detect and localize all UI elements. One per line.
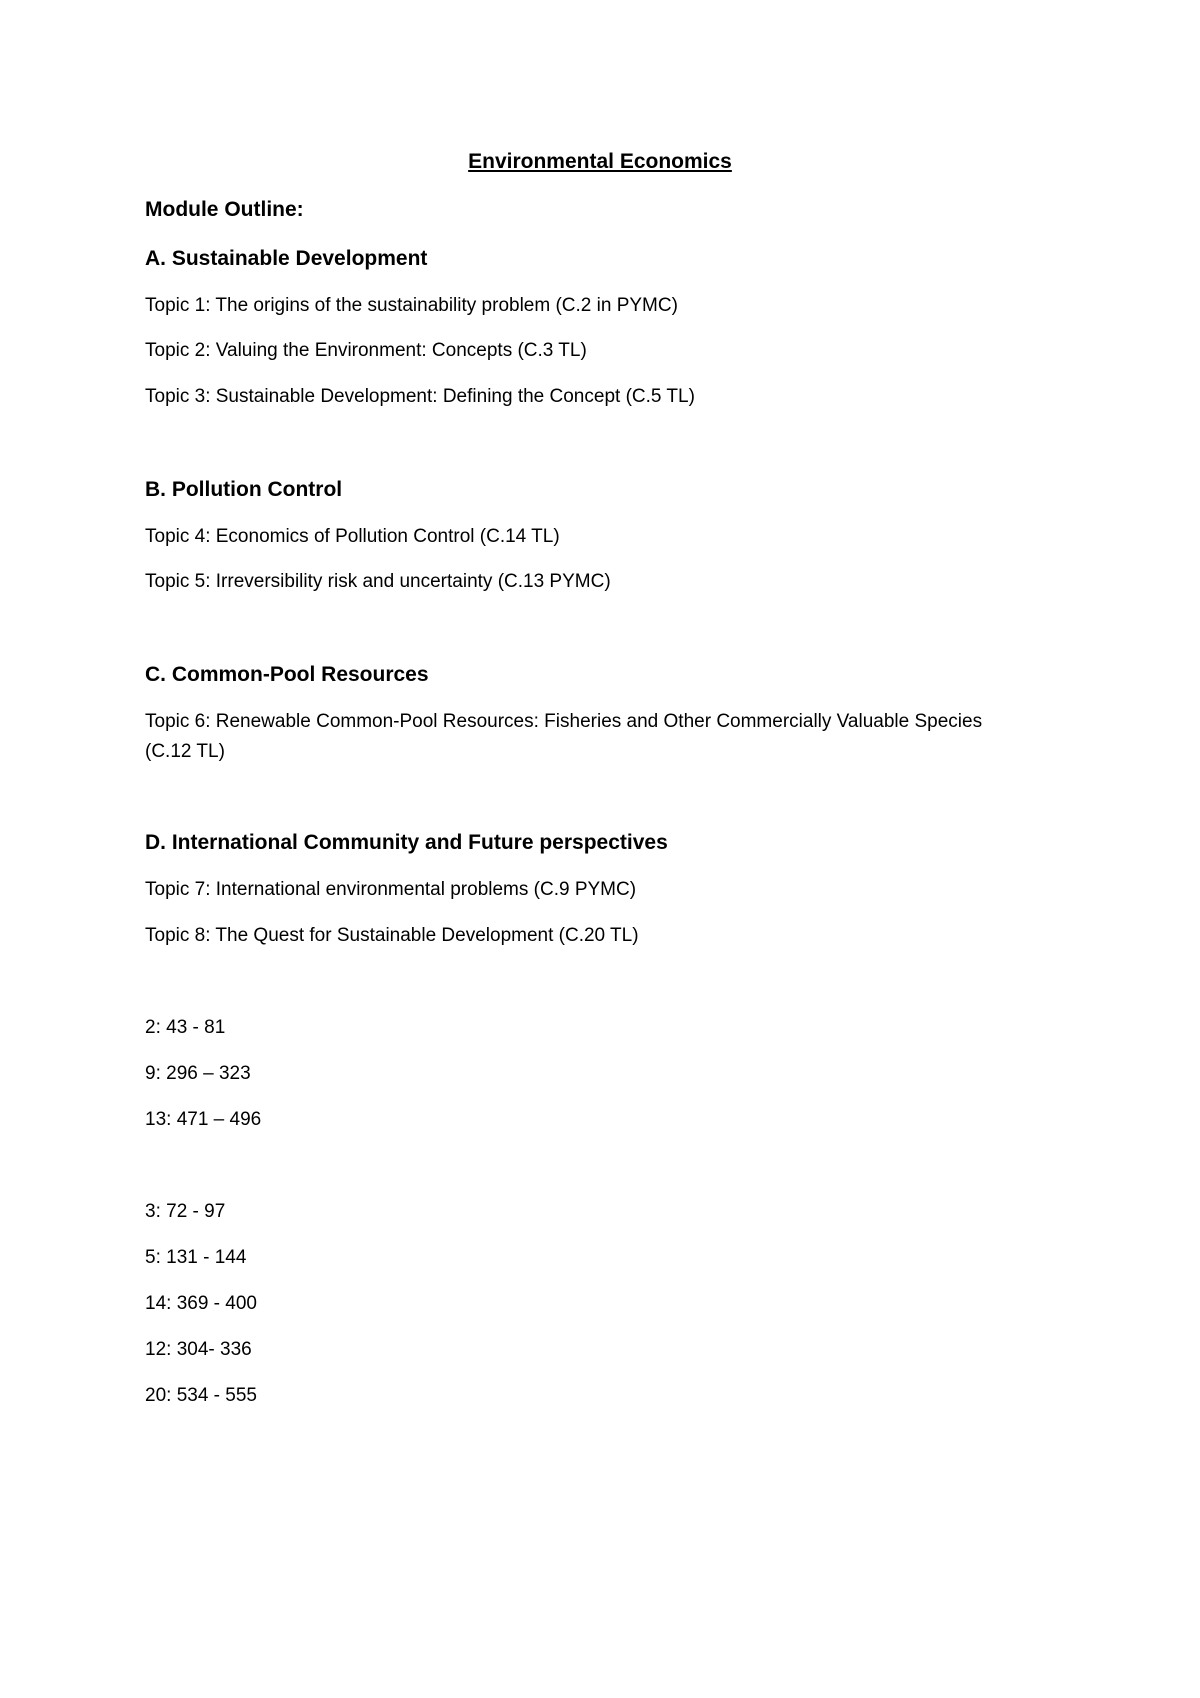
document-title: Environmental Economics <box>468 150 732 173</box>
page-ref: 2: 43 - 81 <box>145 1017 226 1038</box>
page-ref: 9: 296 – 323 <box>145 1063 251 1084</box>
page-ref: 5: 131 - 144 <box>145 1247 247 1268</box>
section-heading-d: D. International Community and Future perspectives <box>145 831 668 854</box>
topic-2: Topic 2: Valuing the Environment: Concepts (C.3 TL) <box>145 340 587 361</box>
topic-6-continued: (C.12 TL) <box>145 741 225 762</box>
page-ref: 13: 471 – 496 <box>145 1109 262 1130</box>
section-heading-a: A. Sustainable Development <box>145 247 428 270</box>
page-ref: 14: 369 - 400 <box>145 1293 257 1314</box>
section-heading-c: C. Common-Pool Resources <box>145 663 429 686</box>
topic-6: Topic 6: Renewable Common-Pool Resources: Fisheries and Other Commercially Valuable Species <box>145 711 983 732</box>
topic-5: Topic 5: Irreversibility risk and uncertainty (C.13 PYMC) <box>145 571 611 592</box>
topic-1: Topic 1: The origins of the sustainability problem (C.2 in PYMC) <box>145 295 678 316</box>
topic-8: Topic 8: The Quest for Sustainable Development (C.20 TL) <box>145 925 639 946</box>
module-outline-label: Module Outline: <box>145 198 304 221</box>
page-ref: 3: 72 - 97 <box>145 1201 226 1222</box>
page-ref: 12: 304- 336 <box>145 1339 252 1360</box>
topic-4: Topic 4: Economics of Pollution Control (C.14 TL) <box>145 526 560 547</box>
section-heading-b: B. Pollution Control <box>145 478 343 501</box>
topic-3: Topic 3: Sustainable Development: Defining the Concept (C.5 TL) <box>145 386 695 407</box>
topic-7: Topic 7: International environmental problems (C.9 PYMC) <box>145 879 637 900</box>
page-ref: 20: 534 - 555 <box>145 1385 257 1406</box>
